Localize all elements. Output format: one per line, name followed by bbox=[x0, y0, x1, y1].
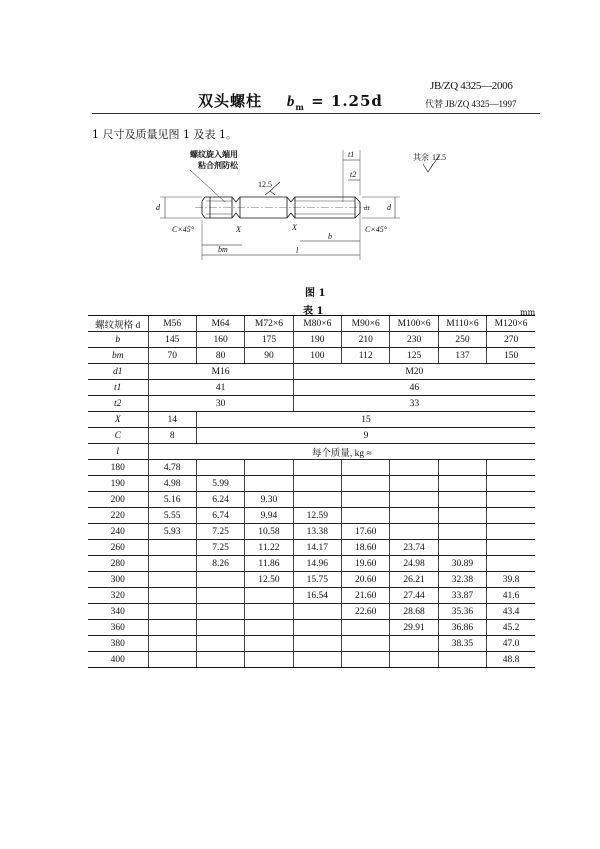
param-value: 15 bbox=[196, 412, 535, 428]
mass-value bbox=[293, 460, 341, 476]
mass-value: 43.4 bbox=[487, 604, 535, 620]
mass-value: 20.60 bbox=[342, 572, 390, 588]
mass-value: 29.91 bbox=[390, 620, 438, 636]
mass-value: 13.38 bbox=[293, 524, 341, 540]
param-value: 210 bbox=[342, 332, 390, 348]
table-header-row bbox=[88, 316, 535, 332]
mass-value bbox=[196, 588, 244, 604]
mass-value bbox=[293, 620, 341, 636]
mass-value bbox=[487, 492, 535, 508]
length-value: 400 bbox=[88, 652, 148, 668]
mass-value bbox=[196, 460, 244, 476]
mass-value bbox=[390, 508, 438, 524]
mass-value bbox=[438, 492, 486, 508]
param-value: 145 bbox=[148, 332, 196, 348]
label-t1: t1 bbox=[348, 150, 355, 159]
length-value: 180 bbox=[88, 460, 148, 476]
mass-value: 24.98 bbox=[390, 556, 438, 572]
mass-value: 4.98 bbox=[148, 476, 196, 492]
mass-value: 7.25 bbox=[196, 540, 244, 556]
param-row bbox=[88, 348, 535, 364]
mass-value bbox=[148, 604, 196, 620]
mass-value: 30.89 bbox=[438, 556, 486, 572]
mass-value bbox=[196, 620, 244, 636]
length-value: 220 bbox=[88, 508, 148, 524]
header-label: 螺纹规格 d bbox=[88, 316, 148, 332]
param-label: C bbox=[88, 428, 148, 444]
mass-value: 4.78 bbox=[148, 460, 196, 476]
mass-value: 9.94 bbox=[245, 508, 293, 524]
size-header: M64 bbox=[196, 316, 244, 332]
mass-value bbox=[293, 652, 341, 668]
mass-value: 5.99 bbox=[196, 476, 244, 492]
mass-value bbox=[390, 460, 438, 476]
mass-value bbox=[342, 460, 390, 476]
mass-value: 5.16 bbox=[148, 492, 196, 508]
length-value: 380 bbox=[88, 636, 148, 652]
mass-value bbox=[487, 540, 535, 556]
title-formula-b: b bbox=[286, 94, 296, 110]
param-label: t1 bbox=[88, 380, 148, 396]
stud-drawing bbox=[150, 140, 480, 285]
mass-value: 5.55 bbox=[148, 508, 196, 524]
length-value: 280 bbox=[88, 556, 148, 572]
title-formula-rest: = 1.25d bbox=[311, 92, 383, 110]
param-value: 190 bbox=[293, 332, 341, 348]
mass-value bbox=[487, 556, 535, 572]
mass-value: 41.6 bbox=[487, 588, 535, 604]
label-t2: t2 bbox=[350, 170, 357, 179]
mass-value bbox=[196, 652, 244, 668]
replaces-standard: 代替 JB/ZQ 4325—1997 bbox=[425, 99, 517, 109]
mass-value bbox=[390, 492, 438, 508]
length-value: 190 bbox=[88, 476, 148, 492]
mass-row bbox=[88, 620, 535, 636]
length-value: 300 bbox=[88, 572, 148, 588]
table-unit: mm bbox=[520, 308, 536, 317]
mass-value bbox=[438, 508, 486, 524]
mass-value bbox=[438, 460, 486, 476]
mass-row bbox=[88, 540, 535, 556]
mass-value bbox=[438, 540, 486, 556]
mass-row bbox=[88, 636, 535, 652]
mass-value: 18.60 bbox=[342, 540, 390, 556]
label-chamfer-left: C×45° bbox=[172, 225, 194, 234]
roughness-body: 12.5 bbox=[258, 180, 272, 189]
param-value: 8 bbox=[148, 428, 196, 444]
mass-value: 35.36 bbox=[438, 604, 486, 620]
mass-value: 39.8 bbox=[487, 572, 535, 588]
label-d-right: d bbox=[387, 203, 391, 212]
param-value: 250 bbox=[438, 332, 486, 348]
param-row bbox=[88, 444, 535, 460]
length-value: 240 bbox=[88, 524, 148, 540]
mass-value bbox=[148, 620, 196, 636]
mass-value: 28.68 bbox=[390, 604, 438, 620]
page-title bbox=[198, 90, 383, 112]
mass-value: 7.25 bbox=[196, 524, 244, 540]
param-value: 每个质量, kg ≈ bbox=[148, 444, 535, 460]
mass-value bbox=[245, 636, 293, 652]
mass-row bbox=[88, 492, 535, 508]
clause-1: 1 尺寸及质量见图 1 及表 1。 bbox=[92, 128, 237, 141]
mass-value bbox=[293, 492, 341, 508]
param-value: 14 bbox=[148, 412, 196, 428]
label-bm: bm bbox=[218, 245, 228, 254]
standard-number: JB/ZQ 4325—2006 bbox=[430, 80, 513, 92]
size-header: M90×6 bbox=[342, 316, 390, 332]
param-label: t2 bbox=[88, 396, 148, 412]
mass-value bbox=[390, 652, 438, 668]
mass-value bbox=[148, 652, 196, 668]
mass-row bbox=[88, 572, 535, 588]
label-b: b bbox=[328, 232, 332, 241]
param-value: M20 bbox=[293, 364, 535, 380]
roughness-other-label: 其余 bbox=[413, 153, 429, 162]
param-value: 41 bbox=[148, 380, 293, 396]
figure-caption: 图 1 bbox=[305, 288, 326, 299]
mass-row bbox=[88, 524, 535, 540]
mass-value: 47.0 bbox=[487, 636, 535, 652]
mass-value bbox=[293, 476, 341, 492]
mass-value: 12.59 bbox=[293, 508, 341, 524]
param-value: 70 bbox=[148, 348, 196, 364]
mass-value: 11.86 bbox=[245, 556, 293, 572]
mass-value bbox=[245, 588, 293, 604]
mass-value bbox=[196, 572, 244, 588]
label-chamfer-right: C×45° bbox=[365, 225, 387, 234]
mass-value bbox=[148, 636, 196, 652]
param-label: d1 bbox=[88, 364, 148, 380]
mass-value bbox=[293, 604, 341, 620]
param-label: b bbox=[88, 332, 148, 348]
size-header: M72×6 bbox=[245, 316, 293, 332]
title-formula-sub: m bbox=[295, 102, 305, 112]
mass-value: 33.87 bbox=[438, 588, 486, 604]
mass-value: 14.17 bbox=[293, 540, 341, 556]
mass-value bbox=[342, 652, 390, 668]
mass-value: 26.21 bbox=[390, 572, 438, 588]
header-rule bbox=[92, 113, 540, 114]
param-value: 33 bbox=[293, 396, 535, 412]
label-d1: d1 bbox=[364, 206, 370, 212]
mass-value bbox=[487, 508, 535, 524]
mass-value: 16.54 bbox=[293, 588, 341, 604]
mass-value bbox=[487, 476, 535, 492]
mass-value: 6.74 bbox=[196, 508, 244, 524]
mass-value: 17.60 bbox=[342, 524, 390, 540]
param-value: 137 bbox=[438, 348, 486, 364]
param-value: 175 bbox=[245, 332, 293, 348]
mass-value bbox=[390, 636, 438, 652]
param-row bbox=[88, 412, 535, 428]
mass-value bbox=[342, 508, 390, 524]
param-label: X bbox=[88, 412, 148, 428]
size-header: M110×6 bbox=[438, 316, 486, 332]
mass-value bbox=[196, 636, 244, 652]
param-value: 160 bbox=[196, 332, 244, 348]
param-value: 150 bbox=[487, 348, 535, 364]
param-row bbox=[88, 380, 535, 396]
length-value: 340 bbox=[88, 604, 148, 620]
mass-value bbox=[390, 524, 438, 540]
param-value: M16 bbox=[148, 364, 293, 380]
mass-value bbox=[245, 652, 293, 668]
length-value: 320 bbox=[88, 588, 148, 604]
mass-value bbox=[438, 652, 486, 668]
note-line1: 螺纹旋入端用 bbox=[190, 150, 238, 159]
size-header: M100×6 bbox=[390, 316, 438, 332]
param-row bbox=[88, 396, 535, 412]
mass-value: 6.24 bbox=[196, 492, 244, 508]
mass-value: 5.93 bbox=[148, 524, 196, 540]
param-row bbox=[88, 364, 535, 380]
param-label: l bbox=[88, 444, 148, 460]
param-value: 90 bbox=[245, 348, 293, 364]
mass-value: 48.8 bbox=[487, 652, 535, 668]
mass-value: 36.86 bbox=[438, 620, 486, 636]
mass-value bbox=[245, 604, 293, 620]
mass-row bbox=[88, 604, 535, 620]
mass-row bbox=[88, 588, 535, 604]
mass-value bbox=[293, 636, 341, 652]
param-value: 80 bbox=[196, 348, 244, 364]
size-header: M56 bbox=[148, 316, 196, 332]
mass-value: 21.60 bbox=[342, 588, 390, 604]
title-cn: 双头螺柱 bbox=[198, 92, 263, 110]
mass-value bbox=[342, 636, 390, 652]
mass-value bbox=[196, 604, 244, 620]
mass-value: 15.75 bbox=[293, 572, 341, 588]
param-row bbox=[88, 332, 535, 348]
mass-value bbox=[148, 572, 196, 588]
mass-value bbox=[487, 524, 535, 540]
size-header: M120×6 bbox=[487, 316, 535, 332]
mass-value bbox=[438, 476, 486, 492]
mass-value: 38.35 bbox=[438, 636, 486, 652]
size-header: M80×6 bbox=[293, 316, 341, 332]
mass-value bbox=[342, 620, 390, 636]
mass-value bbox=[438, 524, 486, 540]
mass-value: 22.60 bbox=[342, 604, 390, 620]
mass-value: 9.30 bbox=[245, 492, 293, 508]
length-value: 260 bbox=[88, 540, 148, 556]
param-value: 100 bbox=[293, 348, 341, 364]
mass-row bbox=[88, 652, 535, 668]
mass-value: 14.96 bbox=[293, 556, 341, 572]
roughness-other-value: 12.5 bbox=[432, 153, 446, 162]
mass-value: 10.58 bbox=[245, 524, 293, 540]
mass-row bbox=[88, 556, 535, 572]
mass-value bbox=[342, 476, 390, 492]
mass-value: 45.2 bbox=[487, 620, 535, 636]
mass-value: 11.22 bbox=[245, 540, 293, 556]
mass-value bbox=[148, 588, 196, 604]
mass-value: 27.44 bbox=[390, 588, 438, 604]
param-value: 270 bbox=[487, 332, 535, 348]
mass-value bbox=[245, 620, 293, 636]
dimension-table bbox=[88, 315, 535, 668]
param-value: 30 bbox=[148, 396, 293, 412]
length-value: 200 bbox=[88, 492, 148, 508]
mass-value: 23.74 bbox=[390, 540, 438, 556]
mass-value: 8.26 bbox=[196, 556, 244, 572]
param-label: bm bbox=[88, 348, 148, 364]
param-value: 46 bbox=[293, 380, 535, 396]
mass-row bbox=[88, 508, 535, 524]
label-x-left: X bbox=[236, 225, 241, 234]
param-row bbox=[88, 428, 535, 444]
label-l: l bbox=[296, 246, 299, 255]
mass-row bbox=[88, 476, 535, 492]
label-d-left: d bbox=[156, 203, 160, 212]
param-value: 9 bbox=[196, 428, 535, 444]
length-value: 360 bbox=[88, 620, 148, 636]
mass-value bbox=[148, 556, 196, 572]
mass-value bbox=[342, 492, 390, 508]
param-value: 230 bbox=[390, 332, 438, 348]
table-caption: 表 1 bbox=[303, 306, 324, 317]
mass-value bbox=[245, 460, 293, 476]
mass-value: 19.60 bbox=[342, 556, 390, 572]
note-line2: 粘合剂防松 bbox=[198, 161, 238, 170]
param-value: 112 bbox=[342, 348, 390, 364]
mass-value: 32.38 bbox=[438, 572, 486, 588]
mass-value bbox=[148, 540, 196, 556]
label-x-right: X bbox=[292, 223, 297, 232]
mass-value bbox=[390, 476, 438, 492]
mass-row bbox=[88, 460, 535, 476]
mass-value bbox=[245, 476, 293, 492]
mass-value bbox=[487, 460, 535, 476]
mass-value: 12.50 bbox=[245, 572, 293, 588]
param-value: 125 bbox=[390, 348, 438, 364]
